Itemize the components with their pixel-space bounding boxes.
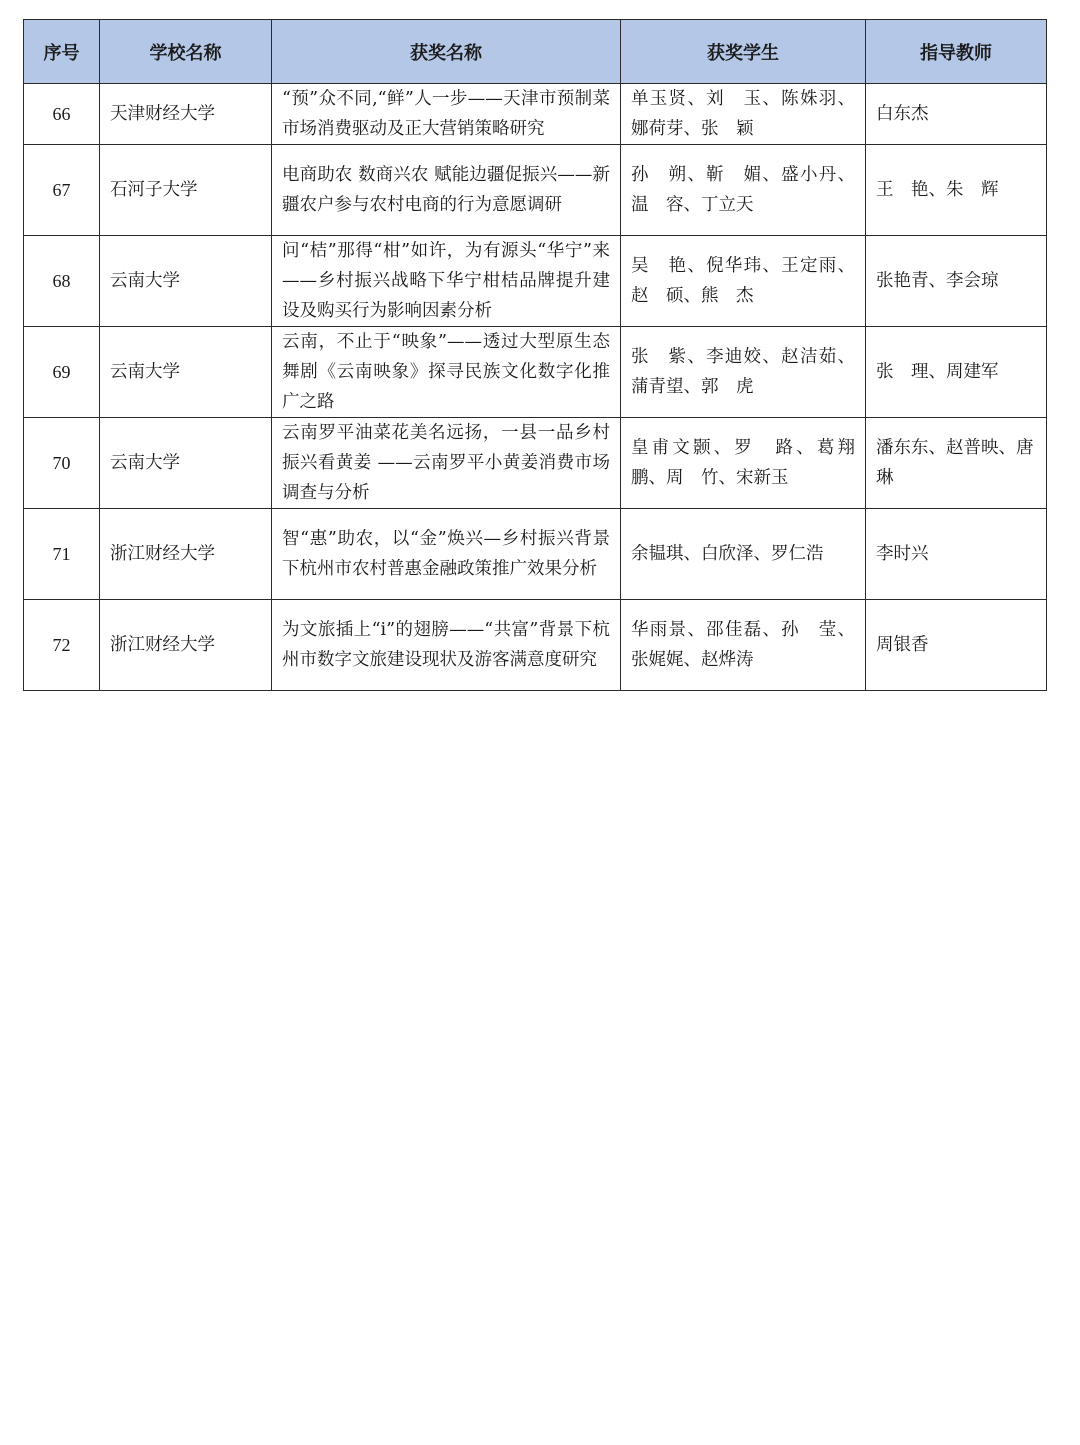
cell-no: 67 bbox=[24, 145, 100, 236]
cell-school: 天津财经大学 bbox=[100, 84, 272, 145]
table-row bbox=[24, 84, 1047, 145]
cell-advisor: 周银香 bbox=[866, 600, 1047, 691]
cell-students: 余韫琪、白欣泽、罗仁浩 bbox=[621, 509, 866, 600]
awards-table bbox=[23, 19, 1051, 691]
header-advisor: 指导教师 bbox=[866, 20, 1047, 84]
cell-award-title: 云南罗平油菜花美名远扬，一县一品乡村振兴看黄姜 ——云南罗平小黄姜消费市场调查与分析 bbox=[272, 418, 621, 509]
header-school: 学校名称 bbox=[100, 20, 272, 84]
cell-award-title: “预”众不同,“鲜”人一步——天津市预制菜市场消费驱动及正大营销策略研究 bbox=[272, 84, 621, 145]
cell-students: 吴 艳、倪华玮、王定雨、赵 硕、熊 杰 bbox=[621, 236, 866, 327]
header-students: 获奖学生 bbox=[621, 20, 866, 84]
cell-advisor: 张 理、周建军 bbox=[866, 327, 1047, 418]
cell-award-title: 问“桔”那得“柑”如许，为有源头“华宁”来——乡村振兴战略下华宁柑桔品牌提升建设及购买行为影响因素分析 bbox=[272, 236, 621, 327]
table-row bbox=[24, 600, 1047, 691]
cell-advisor: 白东杰 bbox=[866, 84, 1047, 145]
cell-advisor: 李时兴 bbox=[866, 509, 1047, 600]
cell-award-title: 为文旅插上“i”的翅膀——“共富”背景下杭州市数字文旅建设现状及游客满意度研究 bbox=[272, 600, 621, 691]
cell-no: 68 bbox=[24, 236, 100, 327]
cell-no: 69 bbox=[24, 327, 100, 418]
cell-no: 71 bbox=[24, 509, 100, 600]
cell-no: 66 bbox=[24, 84, 100, 145]
cell-students: 单玉贤、刘 玉、陈姝羽、娜荷芽、张 颖 bbox=[621, 84, 866, 145]
cell-school: 云南大学 bbox=[100, 236, 272, 327]
cell-no: 72 bbox=[24, 600, 100, 691]
cell-school: 云南大学 bbox=[100, 418, 272, 509]
cell-school: 云南大学 bbox=[100, 327, 272, 418]
cell-award-title: 智“惠”助农，以“金”焕兴—乡村振兴背景下杭州市农村普惠金融政策推广效果分析 bbox=[272, 509, 621, 600]
cell-advisor: 张艳青、李会琼 bbox=[866, 236, 1047, 327]
table-row bbox=[24, 509, 1047, 600]
cell-students: 华雨景、邵佳磊、孙 莹、张娓娓、赵烨涛 bbox=[621, 600, 866, 691]
cell-students: 皇甫文颢、罗 路、葛翔鹏、周 竹、宋新玉 bbox=[621, 418, 866, 509]
table-row bbox=[24, 327, 1047, 418]
cell-school: 浙江财经大学 bbox=[100, 509, 272, 600]
cell-advisor: 潘东东、赵普映、唐 琳 bbox=[866, 418, 1047, 509]
cell-students: 孙 朔、靳 媚、盛小丹、温 容、丁立天 bbox=[621, 145, 866, 236]
cell-award-title: 云南，不止于“映象”——透过大型原生态舞剧《云南映象》探寻民族文化数字化推广之路 bbox=[272, 327, 621, 418]
header-no: 序号 bbox=[24, 20, 100, 84]
cell-award-title: 电商助农 数商兴农 赋能边疆促振兴——新疆农户参与农村电商的行为意愿调研 bbox=[272, 145, 621, 236]
table-row bbox=[24, 236, 1047, 327]
cell-school: 石河子大学 bbox=[100, 145, 272, 236]
cell-no: 70 bbox=[24, 418, 100, 509]
header-award-title: 获奖名称 bbox=[272, 20, 621, 84]
table-row bbox=[24, 145, 1047, 236]
cell-students: 张 紫、李迪姣、赵洁茹、蒲青望、郭 虎 bbox=[621, 327, 866, 418]
table-row bbox=[24, 418, 1047, 509]
table-header-row bbox=[24, 20, 1047, 84]
cell-advisor: 王 艳、朱 辉 bbox=[866, 145, 1047, 236]
cell-school: 浙江财经大学 bbox=[100, 600, 272, 691]
